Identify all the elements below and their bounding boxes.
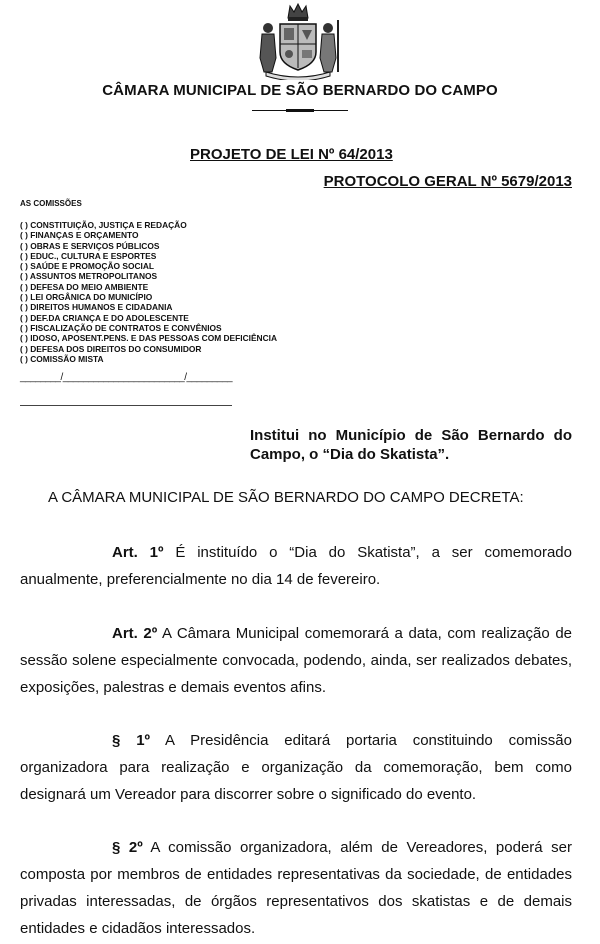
- commission-item: ( ) LEI ORGÂNICA DO MUNICÍPIO: [20, 292, 153, 303]
- date-field-line: ________/________________________/_________: [20, 372, 233, 383]
- commission-item: ( ) DEFESA DOS DIREITOS DO CONSUMIDOR: [20, 343, 202, 354]
- paragraph-text: A Presidência editará portaria constituindo comissão organizadora para realização e organização da comemoração, bem como designará um Vereador para discorrer sobre o significado do evento.: [20, 732, 572, 803]
- institution-name: CÂMARA MUNICIPAL DE SÃO BERNARDO DO CAMPO: [102, 82, 498, 99]
- protocol-number: PROTOCOLO GERAL Nº 5679/2013: [323, 173, 572, 190]
- commission-item: ( ) OBRAS E SERVIÇOS PÚBLICOS: [20, 240, 160, 251]
- commission-item: ( ) COMISSÃO MISTA: [20, 353, 104, 364]
- commissions-list: [20, 220, 277, 364]
- commission-item: ( ) FINANÇAS E ORÇAMENTO: [20, 230, 139, 241]
- paragraph-2: [20, 834, 572, 942]
- article-1: [20, 539, 572, 593]
- article-label: Art. 1º: [112, 544, 164, 561]
- commission-item: ( ) DEFESA DO MEIO AMBIENTE: [20, 281, 149, 292]
- article-2: [20, 620, 572, 701]
- bill-title: PROJETO DE LEI Nº 64/2013: [190, 146, 393, 163]
- article-text: É instituído o “Dia do Skatista”, a ser comemorado anualmente, preferencialmente no dia 14 de fevereiro.: [20, 544, 572, 588]
- commission-item: ( ) FISCALIZAÇÃO DE CONTRATOS E CONVÊNIOS: [20, 322, 222, 333]
- bill-summary: Institui no Município de São Bernardo do Campo, o “Dia do Skatista”.: [250, 427, 572, 463]
- article-text: A Câmara Municipal comemorará a data, com realização de sessão solene especialmente convocada, podendo, ainda, ser realizados debates, exposições, palestras e demais eventos afins.: [20, 625, 573, 696]
- commission-item: ( ) ASSUNTOS METROPOLITANOS: [20, 271, 158, 282]
- commission-item: ( ) CONSTITUIÇÃO, JUSTIÇA E REDAÇÃO: [20, 220, 187, 230]
- paragraph-text: A comissão organizadora, além de Vereadores, poderá ser composta por membros de entidades representativas da sociedade, de entidades privadas interessadas, de órgãos representativos dos skatistas e de demais entidades e cidadãos interessados.: [20, 839, 572, 937]
- signature-line: [20, 405, 232, 406]
- paragraph-label: § 2º: [112, 839, 143, 856]
- commission-item: ( ) SAÚDE E PROMOÇÃO SOCIAL: [20, 261, 155, 272]
- commissions-heading: AS COMISSÕES: [20, 199, 82, 208]
- commission-item: ( ) DEF.DA CRIANÇA E DO ADOLESCENTE: [20, 312, 189, 323]
- commission-item: ( ) EDUC., CULTURA E ESPORTES: [20, 250, 157, 261]
- coat-of-arms-icon: [252, 2, 344, 80]
- paragraph-label: § 1º: [112, 732, 151, 749]
- paragraph-1: [20, 727, 572, 808]
- header-divider: [252, 109, 348, 112]
- decree-statement: A CÂMARA MUNICIPAL DE SÃO BERNARDO DO CAMPO DECRETA:: [48, 489, 524, 506]
- article-label: Art. 2º: [112, 625, 158, 642]
- commission-item: ( ) DIREITOS HUMANOS E CIDADANIA: [20, 302, 173, 313]
- commission-item: ( ) IDOSO, APOSENT.PENS. E DAS PESSOAS COM DEFICIÊNCIA: [20, 333, 278, 344]
